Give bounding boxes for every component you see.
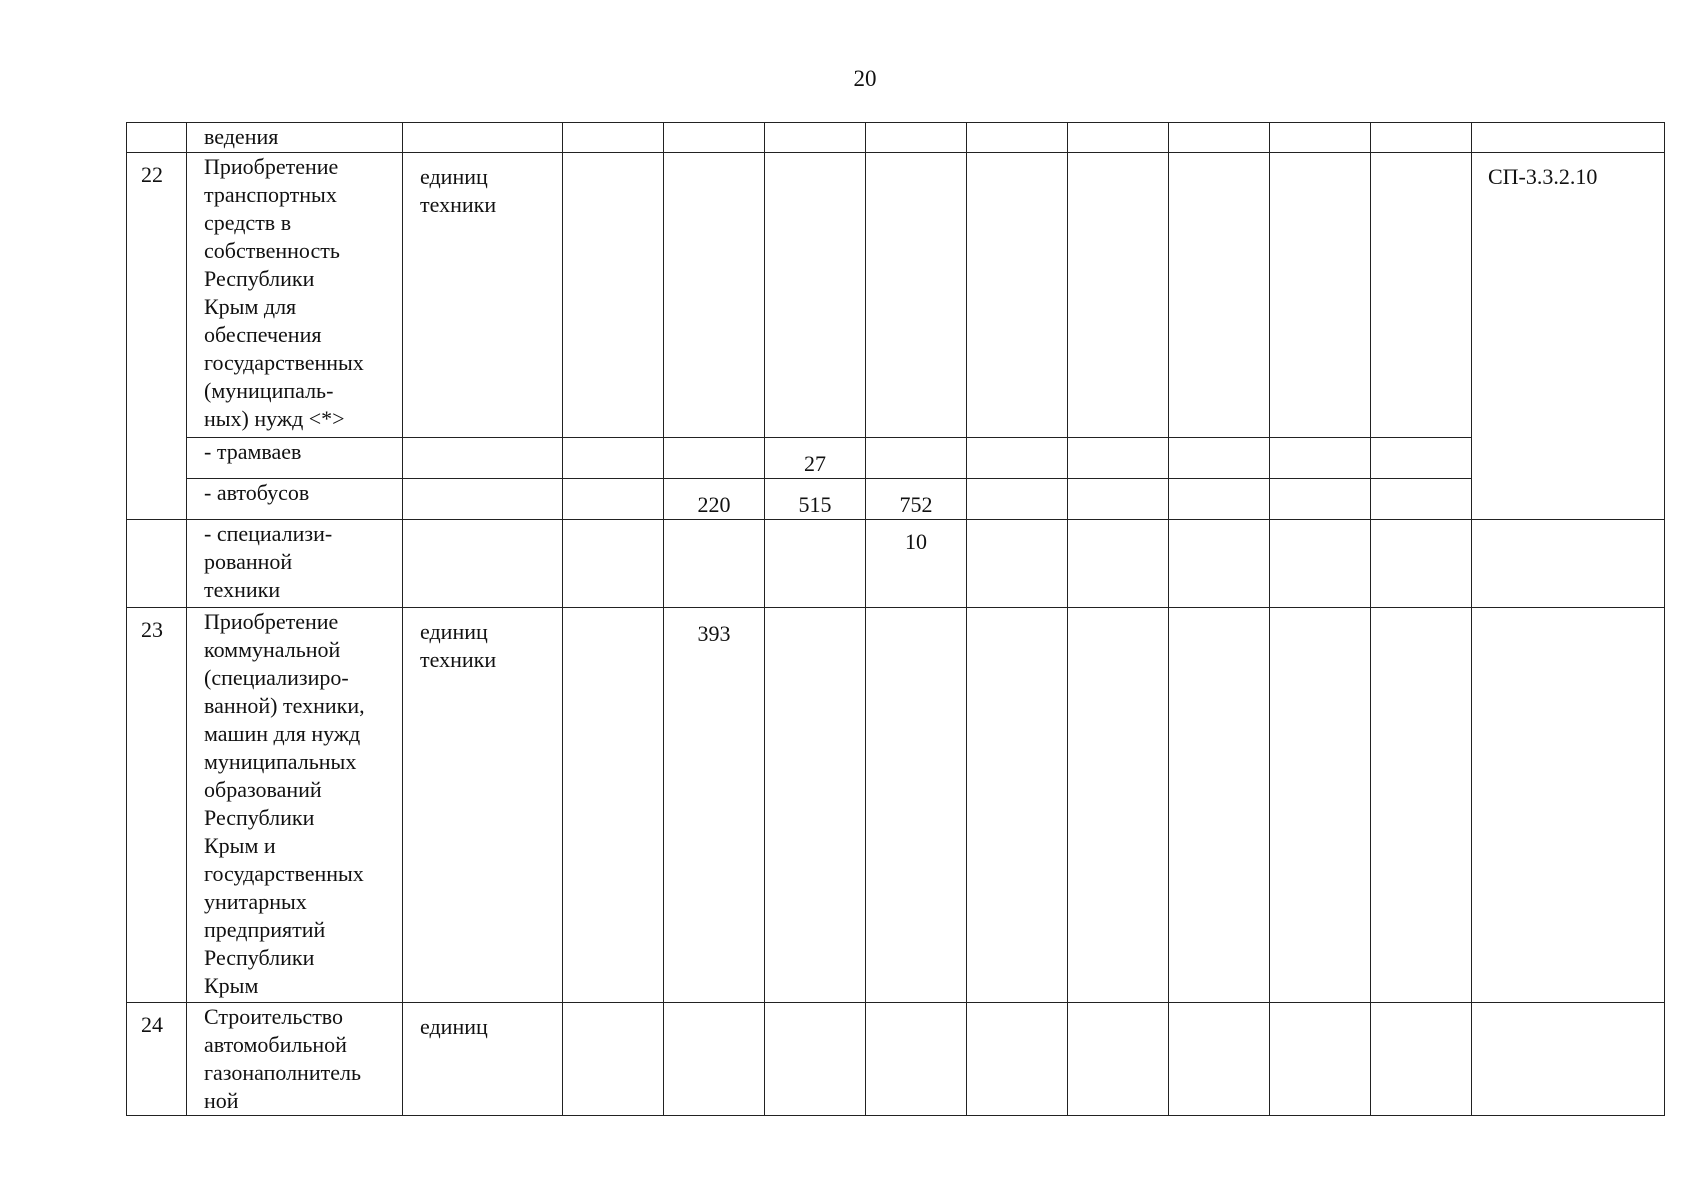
- table-row-22: [127, 153, 1665, 438]
- cell-unit: единиц техники: [403, 608, 563, 1003]
- row-number: [127, 520, 187, 608]
- cell-unit: единиц техники: [403, 153, 563, 438]
- table-row-22-buses: [127, 479, 1665, 520]
- cell-description: - специализи- рованной техники: [187, 520, 403, 608]
- cell-unit: единиц: [403, 1003, 563, 1116]
- table-row-22-specialized: [127, 520, 1665, 608]
- table-row-23: [127, 608, 1665, 1003]
- cell-unit: [403, 123, 563, 153]
- cell-description: ведения: [187, 123, 403, 153]
- cell-description: - автобусов: [187, 479, 403, 520]
- cell-description: - трамваев: [187, 438, 403, 479]
- cell-description: Приобретение коммунальной (специализиро- ванной) техники, машин для нужд муниципальных образований Республики Крым и государственных унитарных предприятий Республики Крым: [187, 608, 403, 1003]
- cell-code: [1472, 520, 1665, 608]
- cell-value: 10: [866, 520, 967, 608]
- row-number: 22: [127, 153, 187, 520]
- cell-code: [1472, 123, 1665, 153]
- program-indicators-table: [126, 122, 1665, 1116]
- cell-description: Приобретение транспортных средств в собственность Республики Крым для обеспечения государственных (муниципаль- ных) нужд <*>: [187, 153, 403, 438]
- page-number: 20: [853, 66, 877, 91]
- table-row-24: [127, 1003, 1665, 1116]
- row-number: 24: [127, 1003, 187, 1116]
- cell-value: 515: [765, 479, 866, 520]
- cell-description: Строительство автомобильной газонаполнитель ной: [187, 1003, 403, 1116]
- table-row-continuation: [127, 123, 1665, 153]
- table-row-22-trams: [127, 438, 1665, 479]
- cell-value: 27: [765, 438, 866, 479]
- cell-code: СП-3.3.2.10: [1472, 153, 1665, 520]
- cell-num: [127, 123, 187, 153]
- cell-value: 752: [866, 479, 967, 520]
- row-number: 23: [127, 608, 187, 1003]
- cell-value: 393: [664, 608, 765, 1003]
- cell-value: 220: [664, 479, 765, 520]
